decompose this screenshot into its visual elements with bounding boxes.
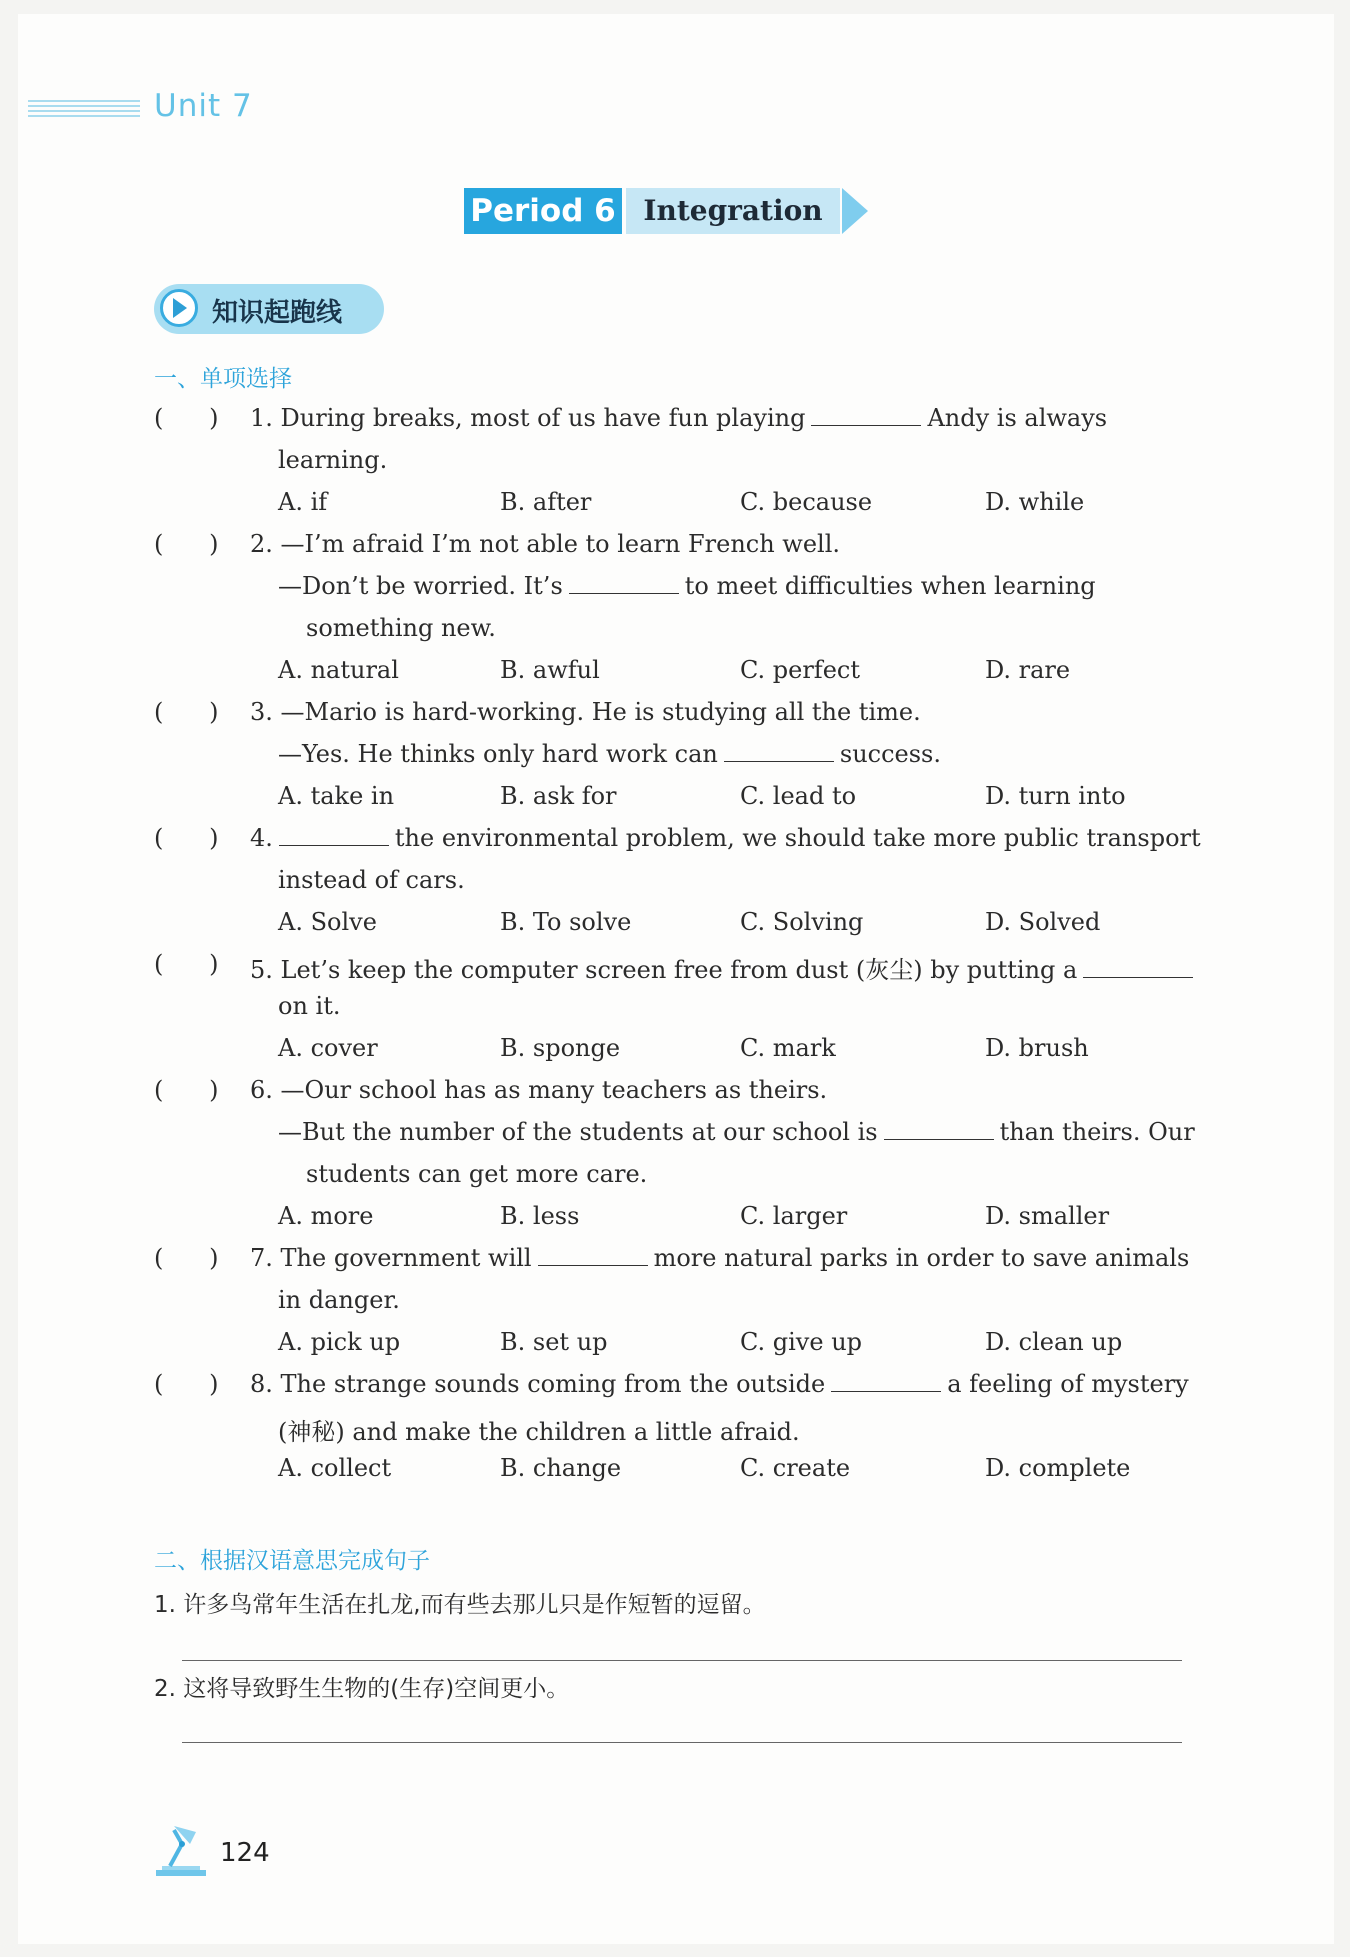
answer-bracket[interactable]: ( ) bbox=[154, 530, 219, 558]
answer-blank bbox=[538, 1264, 648, 1266]
option-b: B. change bbox=[500, 1454, 622, 1482]
answer-line-1[interactable] bbox=[182, 1660, 1182, 1661]
option-d: D. Solved bbox=[985, 908, 1101, 936]
answer-bracket[interactable]: ( ) bbox=[154, 404, 219, 432]
option-d: D. brush bbox=[985, 1034, 1089, 1062]
option-d: D. rare bbox=[985, 656, 1071, 684]
question-8-line-2: (神秘) and make the children a little afraid. bbox=[278, 1418, 800, 1446]
answer-bracket[interactable]: ( ) bbox=[154, 698, 219, 726]
answer-bracket[interactable]: ( ) bbox=[154, 824, 219, 852]
question-6-line-1: 6. —Our school has as many teachers as theirs. bbox=[250, 1076, 828, 1104]
question-6-line-2: —But the number of the students at our school is than theirs. Our bbox=[278, 1118, 1195, 1146]
question-7-line-1: 7. The government will more natural parks in order to save animals bbox=[250, 1244, 1190, 1272]
option-a: A. cover bbox=[278, 1034, 378, 1062]
answer-bracket[interactable]: ( ) bbox=[154, 1076, 219, 1104]
option-d: D. turn into bbox=[985, 782, 1126, 810]
option-a: A. Solve bbox=[278, 908, 377, 936]
question-7-line-2: in danger. bbox=[278, 1286, 400, 1314]
option-c: C. create bbox=[740, 1454, 851, 1482]
answer-bracket[interactable]: ( ) bbox=[154, 1370, 219, 1398]
option-c: C. because bbox=[740, 488, 873, 516]
option-a: A. if bbox=[278, 488, 328, 516]
answer-blank bbox=[831, 1390, 941, 1392]
desk-lamp-icon bbox=[152, 1822, 212, 1880]
answer-bracket[interactable]: ( ) bbox=[154, 950, 219, 978]
question-1-line-2: learning. bbox=[278, 446, 388, 474]
question-3-line-1: 3. —Mario is hard-working. He is studying all the time. bbox=[250, 698, 921, 726]
question-3-line-2: —Yes. He thinks only hard work can success. bbox=[278, 740, 941, 768]
period-topic: Integration bbox=[626, 188, 840, 234]
section-pill-label: 知识起跑线 bbox=[212, 298, 343, 328]
answer-blank bbox=[811, 424, 921, 426]
play-triangle-icon bbox=[173, 298, 187, 318]
translation-item-2: 2. 这将导致野生生物的(生存)空间更小。 bbox=[154, 1676, 570, 1702]
question-6-line-3: students can get more care. bbox=[306, 1160, 648, 1188]
unit-title: Unit 7 bbox=[154, 88, 253, 124]
option-b: B. less bbox=[500, 1202, 580, 1230]
question-2-line-1: 2. —I’m afraid I’m not able to learn French well. bbox=[250, 530, 841, 558]
answer-bracket[interactable]: ( ) bbox=[154, 1244, 219, 1272]
part1-title: 一、单项选择 bbox=[154, 366, 292, 392]
option-b: B. ask for bbox=[500, 782, 617, 810]
translation-item-1: 1. 许多鸟常年生活在扎龙,而有些去那儿只是作短暂的逗留。 bbox=[154, 1592, 766, 1618]
option-c: C. Solving bbox=[740, 908, 864, 936]
question-8-line-1: 8. The strange sounds coming from the outside a feeling of mystery bbox=[250, 1370, 1189, 1398]
answer-blank bbox=[1083, 976, 1193, 978]
option-d: D. complete bbox=[985, 1454, 1131, 1482]
option-b: B. after bbox=[500, 488, 592, 516]
question-5-line-2: on it. bbox=[278, 992, 341, 1020]
option-c: C. mark bbox=[740, 1034, 836, 1062]
option-c: C. larger bbox=[740, 1202, 848, 1230]
question-4-line-2: instead of cars. bbox=[278, 866, 465, 894]
question-1-line-1: 1. During breaks, most of us have fun playing Andy is always bbox=[250, 404, 1108, 432]
answer-blank bbox=[884, 1138, 994, 1140]
question-5-line-1: 5. Let’s keep the computer screen free from dust (灰尘) by putting a bbox=[250, 950, 1199, 985]
option-c: C. lead to bbox=[740, 782, 857, 810]
option-b: B. set up bbox=[500, 1328, 608, 1356]
option-d: D. smaller bbox=[985, 1202, 1110, 1230]
page-number: 124 bbox=[220, 1838, 270, 1868]
option-a: A. collect bbox=[278, 1454, 392, 1482]
unit-decoration-lines bbox=[28, 100, 140, 124]
option-d: D. while bbox=[985, 488, 1085, 516]
answer-blank bbox=[724, 760, 834, 762]
question-4-line-1: 4. the environmental problem, we should take more public transport bbox=[250, 824, 1201, 852]
option-d: D. clean up bbox=[985, 1328, 1123, 1356]
option-c: C. perfect bbox=[740, 656, 860, 684]
option-b: B. To solve bbox=[500, 908, 632, 936]
option-c: C. give up bbox=[740, 1328, 863, 1356]
answer-blank bbox=[569, 592, 679, 594]
question-2-line-3: something new. bbox=[306, 614, 496, 642]
option-b: B. awful bbox=[500, 656, 600, 684]
part2-title: 二、根据汉语意思完成句子 bbox=[154, 1548, 430, 1574]
option-a: A. natural bbox=[278, 656, 399, 684]
option-a: A. take in bbox=[278, 782, 395, 810]
option-a: A. more bbox=[278, 1202, 374, 1230]
answer-line-2[interactable] bbox=[182, 1742, 1182, 1743]
arrow-icon bbox=[842, 188, 868, 234]
question-2-line-2: —Don’t be worried. It’s to meet difficulties when learning bbox=[278, 572, 1096, 600]
option-a: A. pick up bbox=[278, 1328, 401, 1356]
period-label: Period 6 bbox=[464, 188, 622, 234]
option-b: B. sponge bbox=[500, 1034, 621, 1062]
answer-blank bbox=[279, 844, 389, 846]
